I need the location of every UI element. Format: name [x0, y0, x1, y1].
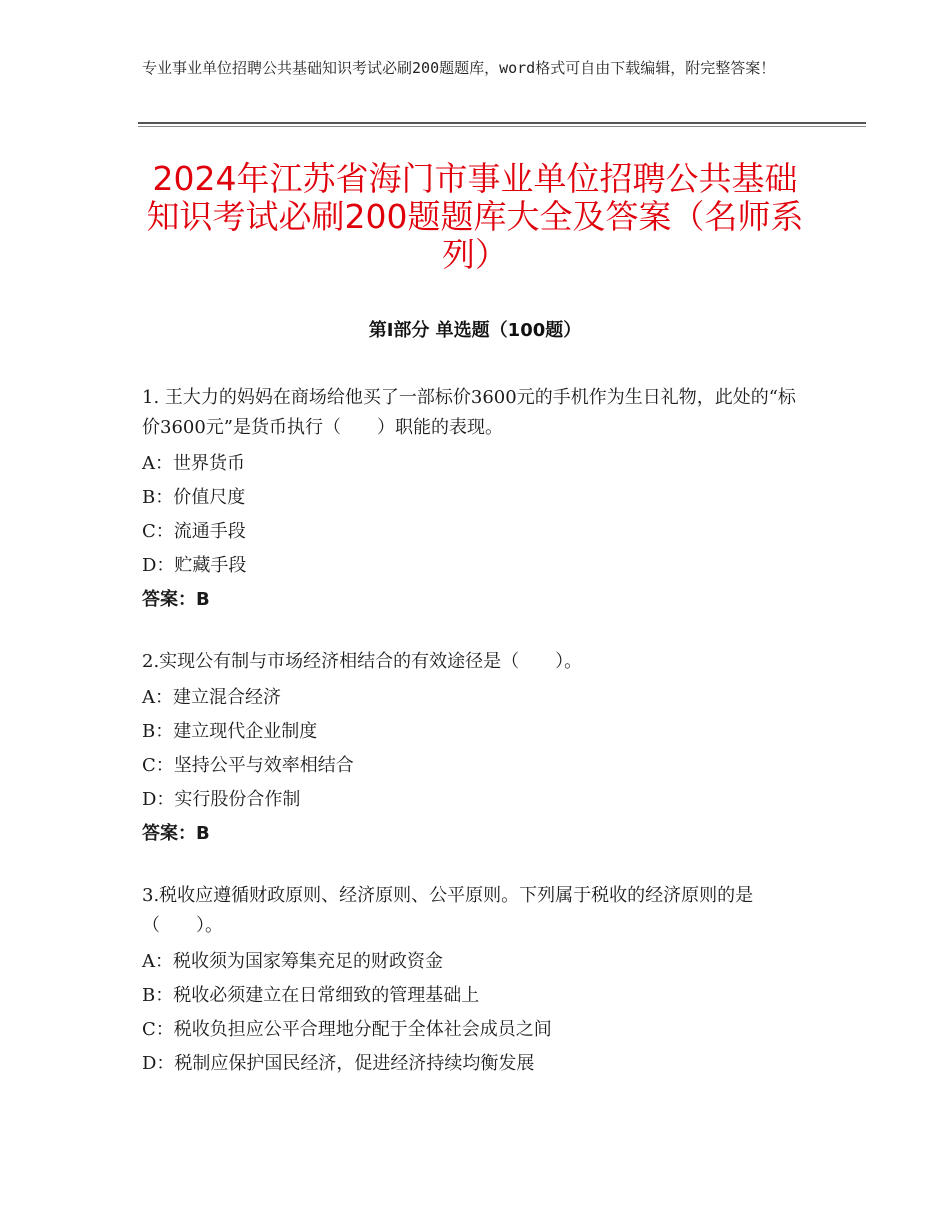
option-d: D：贮藏手段: [142, 555, 247, 576]
header-note: 专业事业单位招聘公共基础知识考试必刷200题题库，word格式可自由下载编辑，附完整答案！: [142, 59, 776, 77]
option-d: D：实行股份合作制: [142, 789, 301, 810]
question-1: [142, 383, 810, 617]
option-b: B：建立现代企业制度: [142, 721, 318, 742]
option-c: C：税收负担应公平合理地分配于全体社会成员之间: [142, 1019, 552, 1040]
section-title: 第Ⅰ部分 单选题（100题）: [368, 320, 582, 341]
option-a: A：世界货币: [142, 453, 245, 474]
option-a: A：税收须为国家筹集充足的财政资金: [142, 951, 443, 972]
option-a: A：建立混合经济: [142, 687, 281, 708]
header-divider-thin: [138, 126, 866, 127]
option-d: D：税制应保护国民经济，促进经济持续均衡发展: [142, 1053, 535, 1074]
question-stem: 2.实现公有制与市场经济相结合的有效途径是（ ）。: [142, 651, 583, 672]
option-c: C：流通手段: [142, 521, 246, 542]
document-title: 2024年江苏省海门市事业单位招聘公共基础知识考试必刷200题题库大全及答案（名师系列）: [146, 159, 804, 274]
option-b: B：价值尺度: [142, 487, 246, 508]
answer: 答案：B: [142, 589, 210, 610]
question-stem: 3.税收应遵循财政原则、经济原则、公平原则。下列属于税收的经济原则的是（ ）。: [142, 885, 754, 936]
option-c: C：坚持公平与效率相结合: [142, 755, 354, 776]
question-list: [142, 383, 810, 1111]
answer: 答案：B: [142, 823, 210, 844]
question-3: [142, 881, 810, 1081]
question-stem: 1. 王大力的妈妈在商场给他买了一部标价3600元的手机作为生日礼物，此处的“标价3600元”是货币执行（ ）职能的表现。: [142, 387, 796, 438]
question-2: [142, 647, 810, 851]
option-b: B：税收必须建立在日常细致的管理基础上: [142, 985, 480, 1006]
header-divider: [138, 122, 866, 124]
